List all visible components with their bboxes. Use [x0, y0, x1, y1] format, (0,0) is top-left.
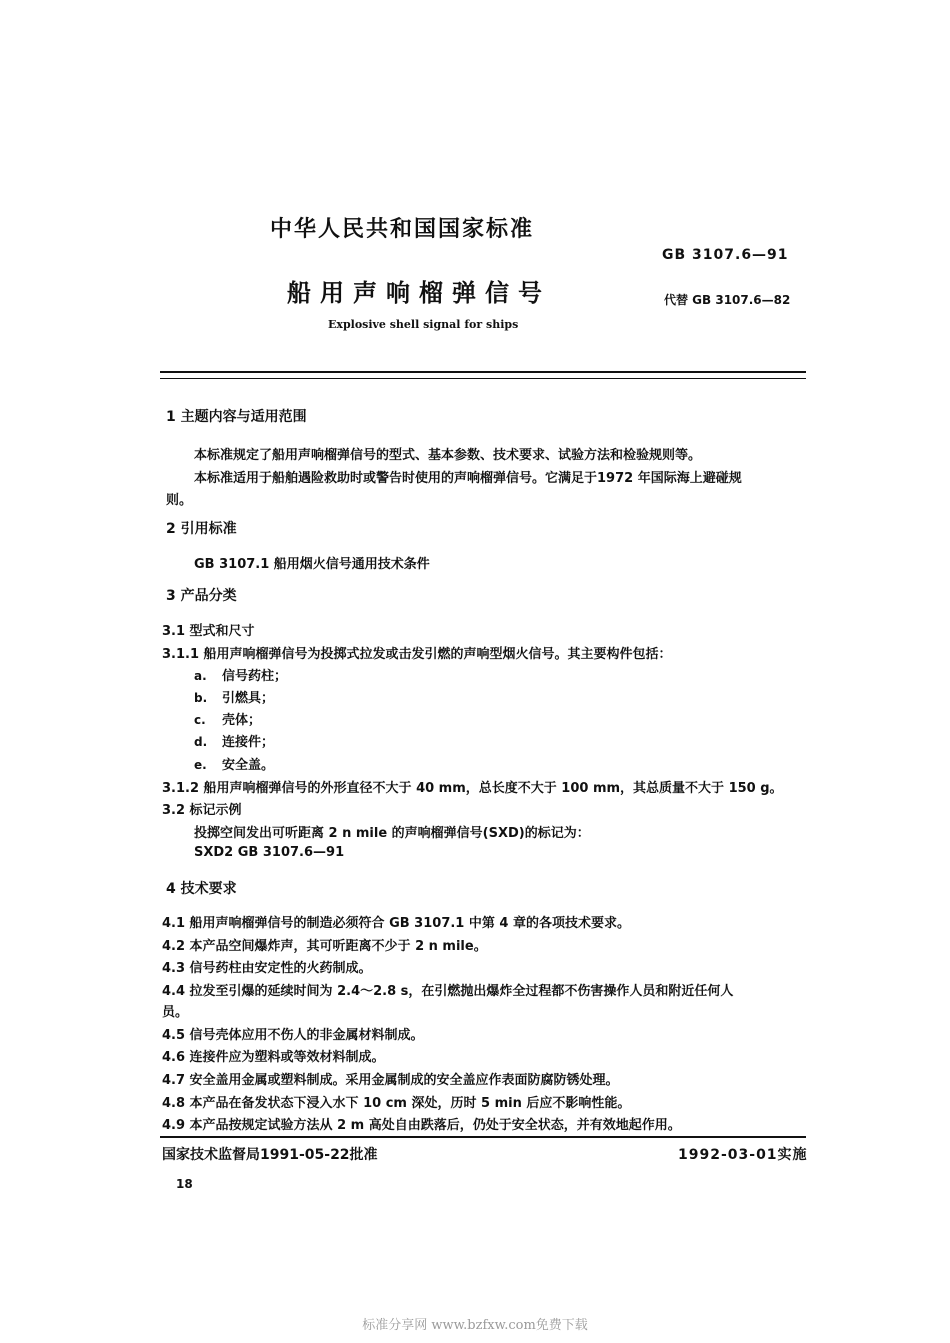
national-standard-heading: 中华人民共和国国家标准 [270, 217, 535, 242]
marking-description: 投掷空间发出可听距离 2 n mile 的声响榴弹信号(SXD)的标记为： [194, 826, 590, 841]
section-3-heading: 3 产品分类 [166, 588, 237, 604]
approval-note: 国家技术监督局1991-05-22批准 [162, 1147, 378, 1163]
list-item [194, 754, 274, 773]
footer-rule [160, 1136, 806, 1138]
requirement-line: 4.6 连接件应为塑料或等效材料制成。 [162, 1050, 385, 1065]
list-item-text: 壳体； [222, 713, 262, 728]
list-item [194, 687, 274, 706]
list-item-label: a. [194, 669, 207, 683]
section-3-2: 3.2 标记示例 [162, 803, 242, 818]
section-2-reference: GB 3107.1 船用烟火信号通用技术条件 [194, 557, 430, 572]
requirement-line: 4.8 本产品在备发状态下浸入水下 10 cm 深处，历时 5 min 后应不影响性能。 [162, 1096, 631, 1111]
section-3-1-2: 3.1.2 船用声响榴弹信号的外形直径不大于 40 mm，总长度不大于 100 mm，其总质量不大于 150 g。 [162, 781, 783, 796]
header-rule-thin [160, 378, 806, 379]
list-item-label: e. [194, 758, 207, 772]
header-rule-thick [160, 371, 806, 373]
replaces-note: 代替 GB 3107.6—82 [664, 293, 791, 307]
list-item-text: 安全盖。 [222, 758, 275, 773]
document-title: 船用声响榴弹信号 [287, 279, 551, 307]
requirement-line: 4.3 信号药柱由安定性的火药制成。 [162, 961, 372, 976]
section-1-para-1: 本标准规定了船用声响榴弹信号的型式、基本参数、技术要求、试验方法和检验规则等。 [194, 448, 702, 463]
section-1-para-2: 本标准适用于船舶遇险救助时或警告时使用的声响榴弹信号。它满足于1972 年国际海上避碰规 [194, 471, 742, 486]
section-1-heading: 1 主题内容与适用范围 [166, 409, 307, 425]
list-item-label: d. [194, 735, 208, 749]
section-1-para-2-cont: 则。 [166, 493, 193, 508]
english-title: Explosive shell signal for ships [328, 318, 519, 331]
requirement-line: 4.2 本产品空间爆炸声，其可听距离不少于 2 n mile。 [162, 939, 487, 954]
section-4-heading: 4 技术要求 [166, 881, 237, 897]
requirement-line: 4.4 拉发至引爆的延续时间为 2.4～2.8 s，在引燃抛出爆炸全过程都不伤害操作人员和附近任何人 [162, 984, 734, 999]
requirement-line: 4.7 安全盖用金属或塑料制成。采用金属制成的安全盖应作表面防腐防锈处理。 [162, 1073, 619, 1088]
requirement-line: 4.1 船用声响榴弹信号的制造必须符合 GB 3107.1 中第 4 章的各项技术要求。 [162, 916, 630, 931]
marking-example: SXD2 GB 3107.6—91 [194, 845, 345, 860]
watermark: 标准分享网 www.bzfxw.com免费下载 [362, 1318, 588, 1333]
implementation-date: 1992-03-01实施 [678, 1147, 808, 1163]
list-item [194, 665, 287, 684]
section-2-heading: 2 引用标准 [166, 521, 237, 537]
section-3-1: 3.1 型式和尺寸 [162, 624, 255, 639]
list-item-label: b. [194, 691, 208, 705]
standard-number: GB 3107.6—91 [662, 247, 789, 263]
list-item-text: 引燃具； [222, 691, 275, 706]
requirement-line: 员。 [162, 1005, 189, 1020]
requirement-line: 4.5 信号壳体应用不伤人的非金属材料制成。 [162, 1028, 424, 1043]
list-item-text: 信号药柱； [222, 669, 288, 684]
requirement-line: 4.9 本产品按规定试验方法从 2 m 高处自由跌落后，仍处于安全状态，并有效地起作用。 [162, 1118, 681, 1133]
section-3-1-1: 3.1.1 船用声响榴弹信号为投掷式拉发或击发引燃的声响型烟火信号。其主要构件包括： [162, 647, 672, 662]
list-item-label: c. [194, 713, 206, 727]
list-item [194, 709, 261, 728]
list-item [194, 731, 274, 750]
list-item-text: 连接件； [222, 735, 275, 750]
page-number: 18 [176, 1177, 193, 1191]
